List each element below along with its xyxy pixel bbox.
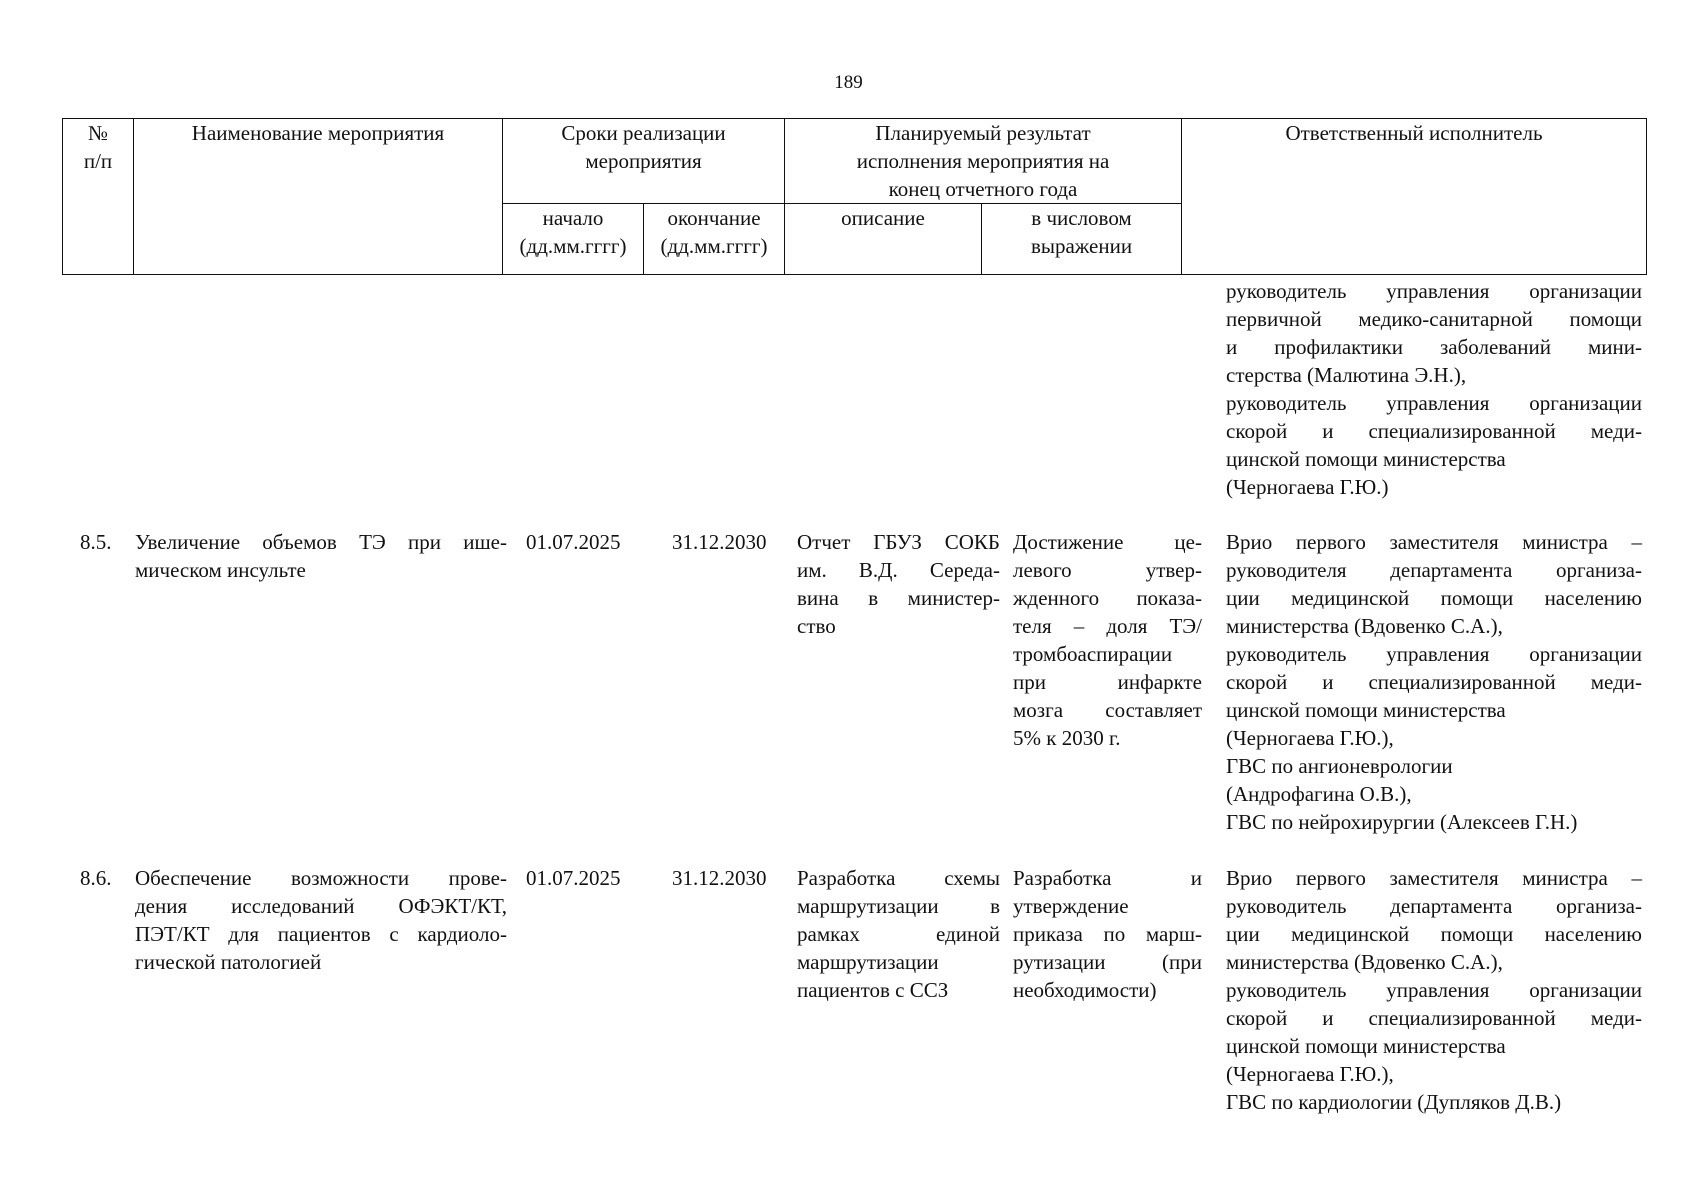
row-number: 8.5. [80, 530, 112, 554]
text-line: руководитель управления организации [1226, 279, 1642, 303]
text-line: Обеспечение возможности прове- [135, 866, 507, 890]
text-line: скорой и специализированной меди- [1226, 1006, 1642, 1030]
text-line: министерства (Вдовенко С.А.), [1226, 614, 1503, 638]
text-line: руководитель департамента организа- [1226, 894, 1642, 918]
text-line: и профилактики заболеваний мини- [1226, 335, 1642, 359]
text-line: ГВС по кардиологии (Дупляков Д.В.) [1226, 1090, 1562, 1114]
text-line: необходимости) [1013, 978, 1157, 1002]
text-line: министерства (Вдовенко С.А.), [1226, 950, 1503, 974]
header-end-line: (дд.мм.гггг) [660, 234, 768, 258]
row-end-date: 31.12.2030 [672, 866, 767, 890]
text-line: Врио первого заместителя министра – [1226, 866, 1642, 890]
text-line: рамках единой [797, 922, 1000, 946]
text-line: цинской помощи министерства [1226, 698, 1506, 722]
text-line: маршрутизации в [797, 894, 1000, 918]
text-line: гической патологией [135, 950, 322, 974]
text-line: Увеличение объемов ТЭ при ише- [135, 530, 507, 554]
header-responsible: Ответственный исполнитель [1182, 119, 1647, 275]
text-line: цинской помощи министерства [1226, 1034, 1506, 1058]
text-line: (Андрофагина О.В.), [1226, 782, 1412, 806]
text-line: Разработка и [1013, 866, 1202, 890]
text-line: дения исследований ОФЭКТ/КТ, [135, 894, 507, 918]
header-value-line: в числовом [1031, 206, 1132, 230]
text-line: (Черногаева Г.Ю.), [1226, 1062, 1394, 1086]
header-start-line: (дд.мм.гггг) [519, 234, 627, 258]
text-line: ции медицинской помощи населению [1226, 922, 1642, 946]
header-value [982, 204, 1182, 275]
continuation-responsible [1226, 277, 1642, 501]
header-result [785, 119, 1182, 204]
row-value [1013, 864, 1202, 1004]
header-sroki-line: Сроки реализации [561, 121, 726, 145]
text-line: жденного показа- [1013, 586, 1202, 610]
text-line: при инфаркте [1013, 670, 1202, 694]
header-result-line: исполнения мероприятия на [856, 149, 1110, 173]
row-responsible [1226, 528, 1642, 836]
text-line: 5% к 2030 г. [1013, 726, 1121, 750]
text-line: приказа по марш- [1013, 922, 1202, 946]
text-line: утверждение [1013, 894, 1129, 918]
text-line: Врио первого заместителя министра – [1226, 530, 1642, 554]
row-start-date: 01.07.2025 [526, 866, 621, 890]
text-line: первичной медико-санитарной помощи [1226, 307, 1642, 331]
text-line: (Черногаева Г.Ю.), [1226, 726, 1394, 750]
header-start [503, 204, 644, 275]
header-end-line: окончание [667, 206, 761, 230]
text-line: Достижение це- [1013, 530, 1202, 554]
text-line: ГВС по нейрохирургии (Алексеев Г.Н.) [1226, 810, 1578, 834]
row-number: 8.6. [80, 866, 112, 890]
text-line: Разработка схемы [797, 866, 1000, 890]
text-line: мозга составляет [1013, 698, 1202, 722]
header-num [63, 119, 134, 275]
header-name: Наименование мероприятия [134, 119, 503, 275]
row-end-date: 31.12.2030 [672, 530, 767, 554]
header-value-line: выражении [1030, 234, 1133, 258]
text-line: вина в министер- [797, 586, 1000, 610]
text-line: пациентов с ССЗ [797, 978, 949, 1002]
text-line: ство [797, 614, 836, 638]
text-line: левого утвер- [1013, 558, 1202, 582]
text-line: маршрутизации [797, 950, 939, 974]
text-line: ГВС по ангионеврологии [1226, 754, 1453, 778]
text-line: руководитель управления организации [1226, 391, 1642, 415]
text-line: руководитель управления организации [1226, 642, 1642, 666]
text-line: руководитель управления организации [1226, 978, 1642, 1002]
header-end [644, 204, 785, 275]
text-line: им. В.Д. Середа- [797, 558, 1000, 582]
row-description [797, 528, 1000, 640]
row-value [1013, 528, 1202, 752]
row-responsible [1226, 864, 1642, 1116]
header-result-line: конец отчетного года [888, 177, 1078, 201]
row-description [797, 864, 1000, 1004]
page-number: 189 [834, 72, 863, 93]
table-header [62, 118, 1647, 275]
text-line: скорой и специализированной меди- [1226, 670, 1642, 694]
header-num-line: № [87, 121, 109, 145]
header-num-line: п/п [83, 149, 113, 173]
text-line: тромбоаспирации [1013, 642, 1173, 666]
header-sroki-line: мероприятия [585, 149, 702, 173]
text-line: руководителя департамента организа- [1226, 558, 1642, 582]
text-line: цинской помощи министерства [1226, 447, 1506, 471]
row-name [135, 528, 507, 584]
text-line: (Черногаева Г.Ю.) [1226, 475, 1389, 499]
header-sroki [503, 119, 785, 204]
header-start-line: начало [542, 206, 604, 230]
text-line: мическом инсульте [135, 558, 306, 582]
header-result-line: Планируемый результат [875, 121, 1091, 145]
header-desc: описание [785, 204, 982, 275]
text-line: скорой и специализированной меди- [1226, 419, 1642, 443]
text-line: рутизации (при [1013, 950, 1202, 974]
text-line: ции медицинской помощи населению [1226, 586, 1642, 610]
row-name [135, 864, 507, 976]
text-line: ПЭТ/КТ для пациентов с кардиоло- [135, 922, 507, 946]
text-line: стерства (Малютина Э.Н.), [1226, 363, 1467, 387]
text-line: теля – доля ТЭ/ [1013, 614, 1202, 638]
row-start-date: 01.07.2025 [526, 530, 621, 554]
text-line: Отчет ГБУЗ СОКБ [797, 530, 1000, 554]
